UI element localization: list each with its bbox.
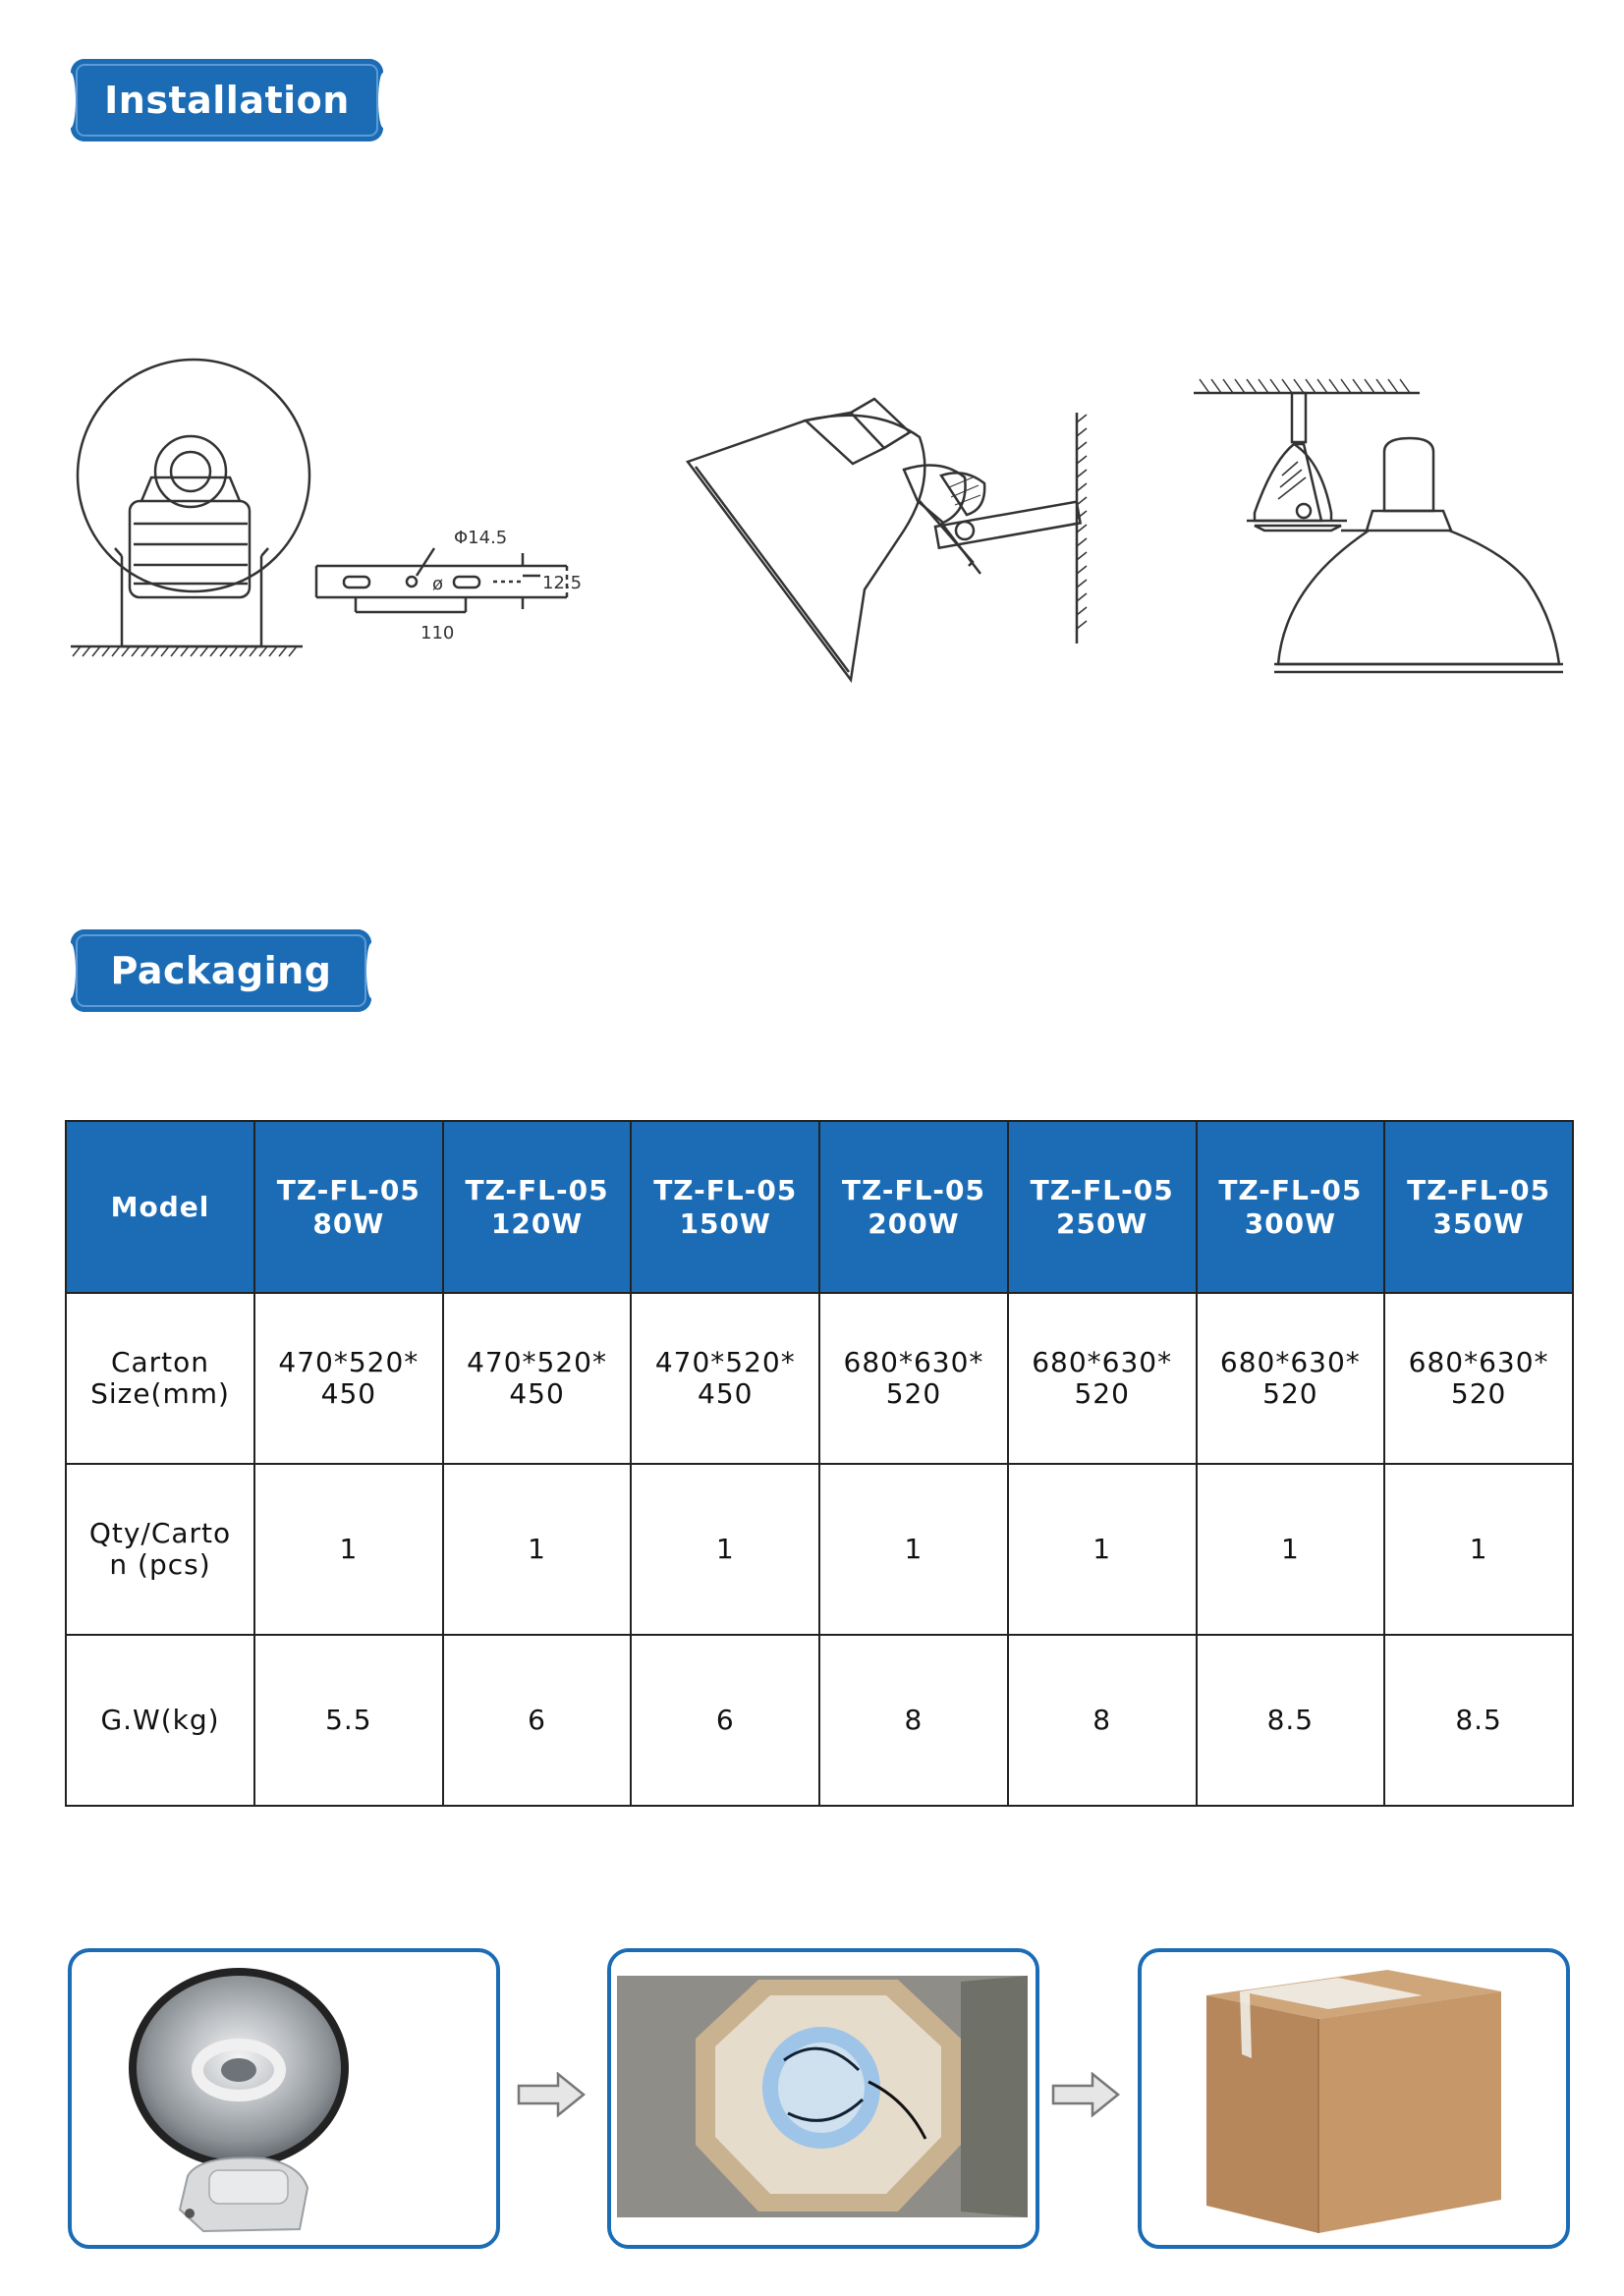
slot-width-label: 12.5 (542, 573, 583, 593)
arrow-right-icon (1051, 2072, 1122, 2117)
row-label-carton-size: Carton Size(mm) (66, 1293, 254, 1464)
table-cell: 1 (1384, 1464, 1573, 1635)
table-header-row (66, 1121, 1573, 1293)
table-cell: 1 (1197, 1464, 1385, 1635)
wall-mount-diagram (678, 393, 1110, 688)
packed-lamp-photo-frame (607, 1948, 1039, 2249)
table-cell: 680*630* 520 (1197, 1293, 1385, 1464)
row-label-gross-weight: G.W(kg) (66, 1635, 254, 1806)
table-cell: 1 (443, 1464, 632, 1635)
table-cell: 1 (631, 1464, 819, 1635)
ground-mount-diagram (61, 352, 650, 676)
table-cell: 1 (819, 1464, 1008, 1635)
table-row-carton-size (66, 1293, 1573, 1464)
bolt-diameter-label: Φ14.5 (454, 528, 508, 548)
header-350w: TZ-FL-05 350W (1384, 1121, 1573, 1293)
packaging-heading: Packaging (71, 929, 371, 1012)
header-80w: TZ-FL-05 80W (254, 1121, 443, 1293)
table-cell: 680*630* 520 (819, 1293, 1008, 1464)
lamp-photo-frame (68, 1948, 500, 2249)
ceiling-mount-diagram (1184, 373, 1567, 688)
table-cell: 8 (1008, 1635, 1197, 1806)
installation-heading: Installation (71, 59, 383, 141)
carton-box-image (1142, 1952, 1566, 2245)
table-cell: 6 (443, 1635, 632, 1806)
header-300w: TZ-FL-05 300W (1197, 1121, 1385, 1293)
table-cell: 6 (631, 1635, 819, 1806)
packed-lamp-image (611, 1952, 1036, 2245)
arrow-right-icon (517, 2072, 588, 2117)
hole-spacing-label: 110 (420, 623, 455, 644)
table-row-gross-weight (66, 1635, 1573, 1806)
table-cell: 5.5 (254, 1635, 443, 1806)
packaging-table (65, 1120, 1574, 1807)
table-cell: 470*520* 450 (631, 1293, 819, 1464)
header-model: Model (66, 1121, 254, 1293)
header-120w: TZ-FL-05 120W (443, 1121, 632, 1293)
hole-symbol-label: ø (432, 574, 444, 594)
table-cell: 8.5 (1197, 1635, 1385, 1806)
header-200w: TZ-FL-05 200W (819, 1121, 1008, 1293)
table-cell: 1 (1008, 1464, 1197, 1635)
table-cell: 1 (254, 1464, 443, 1635)
table-cell: 680*630* 520 (1384, 1293, 1573, 1464)
table-cell: 470*520* 450 (443, 1293, 632, 1464)
table-cell: 8.5 (1384, 1635, 1573, 1806)
header-250w: TZ-FL-05 250W (1008, 1121, 1197, 1293)
carton-photo-frame (1138, 1948, 1570, 2249)
table-cell: 470*520* 450 (254, 1293, 443, 1464)
table-cell: 680*630* 520 (1008, 1293, 1197, 1464)
table-cell: 8 (819, 1635, 1008, 1806)
row-label-qty-carton: Qty/Carto n (pcs) (66, 1464, 254, 1635)
table-row-qty-carton (66, 1464, 1573, 1635)
header-150w: TZ-FL-05 150W (631, 1121, 819, 1293)
floodlight-image (72, 1952, 496, 2245)
